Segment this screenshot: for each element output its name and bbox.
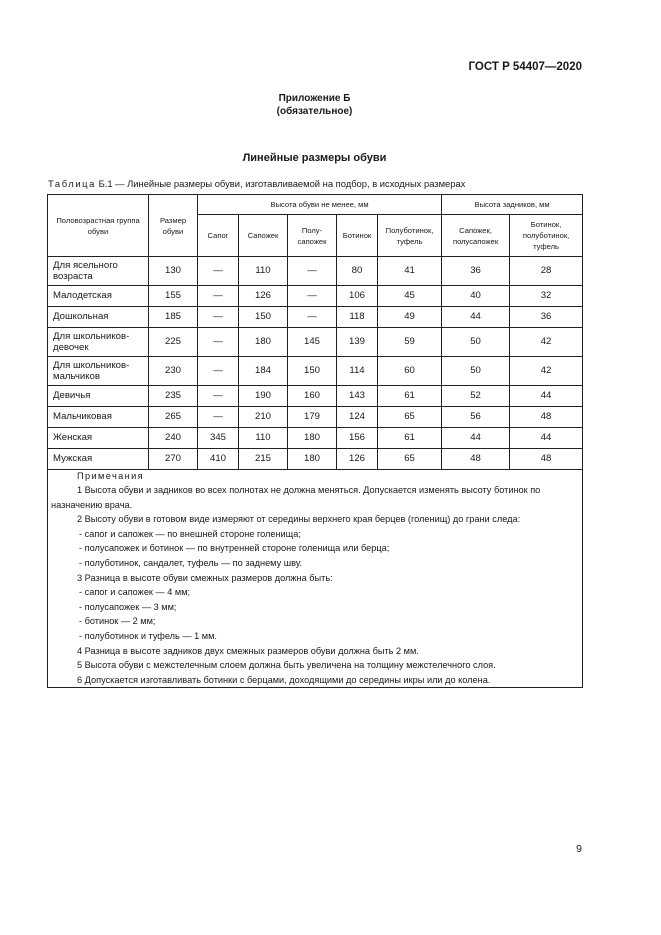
table-row bbox=[48, 357, 583, 386]
page-number: 9 bbox=[576, 843, 582, 855]
cell: 180 bbox=[239, 328, 288, 357]
cell: 40 bbox=[442, 286, 510, 307]
cell: — bbox=[198, 286, 239, 307]
cell: 345 bbox=[198, 428, 239, 449]
cell: 124 bbox=[337, 407, 378, 428]
cell: — bbox=[198, 307, 239, 328]
subheader-polubotinok: Полуботинок, туфель bbox=[378, 215, 442, 257]
cell: 225 bbox=[149, 328, 198, 357]
cell: 156 bbox=[337, 428, 378, 449]
note-item: - сапог и сапожек — по внешней стороне голенища; bbox=[79, 528, 301, 539]
subheader-botinok: Ботинок bbox=[337, 215, 378, 257]
cell: 145 bbox=[288, 328, 337, 357]
note-item: - полуботинок и туфель — 1 мм. bbox=[79, 630, 217, 641]
cell: 143 bbox=[337, 386, 378, 407]
cell: 56 bbox=[442, 407, 510, 428]
table-row bbox=[48, 307, 583, 328]
cell: 61 bbox=[378, 386, 442, 407]
cell-group: Мальчиковая bbox=[48, 407, 149, 428]
cell: 139 bbox=[337, 328, 378, 357]
header-group: Половозрастная группа обуви bbox=[48, 195, 149, 257]
cell: 49 bbox=[378, 307, 442, 328]
table-row bbox=[48, 449, 583, 470]
shoe-dimensions-table bbox=[47, 194, 583, 688]
note-item: 4 Разница в высоте задников двух смежных размеров обуви должна быть 2 мм. bbox=[77, 645, 419, 656]
header-size: Размер обуви bbox=[149, 195, 198, 257]
cell: 235 bbox=[149, 386, 198, 407]
cell: 59 bbox=[378, 328, 442, 357]
cell: 44 bbox=[442, 307, 510, 328]
table-caption bbox=[48, 178, 465, 189]
cell: 36 bbox=[510, 307, 583, 328]
cell: 44 bbox=[510, 428, 583, 449]
cell: 65 bbox=[378, 407, 442, 428]
cell: — bbox=[198, 357, 239, 386]
cell: 50 bbox=[442, 328, 510, 357]
cell: 36 bbox=[442, 257, 510, 286]
appendix-status: (обязательное) bbox=[276, 106, 353, 117]
cell: 44 bbox=[442, 428, 510, 449]
note-item: 2 Высоту обуви в готовом виде измеряют от середины верхнего края берцев (голенищ) до грани следа: bbox=[77, 514, 521, 525]
cell: 180 bbox=[288, 449, 337, 470]
cell: 41 bbox=[378, 257, 442, 286]
cell: 215 bbox=[239, 449, 288, 470]
cell: 210 bbox=[239, 407, 288, 428]
cell-group: Дошкольная bbox=[48, 307, 149, 328]
standard-designation: ГОСТ Р 54407—2020 bbox=[468, 61, 582, 73]
cell: 106 bbox=[337, 286, 378, 307]
note-item: - полуботинок, сандалет, туфель — по заднему шву. bbox=[79, 557, 303, 568]
cell-group: Женская bbox=[48, 428, 149, 449]
note-item: 1 Высота обуви и задников во всех полнотах не должна меняться. Допускается изменять высоту ботинок по назначению врача. bbox=[51, 485, 541, 510]
cell: 48 bbox=[510, 449, 583, 470]
cell: 265 bbox=[149, 407, 198, 428]
cell: 270 bbox=[149, 449, 198, 470]
cell: 42 bbox=[510, 328, 583, 357]
cell: 155 bbox=[149, 286, 198, 307]
table-row bbox=[48, 286, 583, 307]
cell: 240 bbox=[149, 428, 198, 449]
cell: 118 bbox=[337, 307, 378, 328]
section-title: Линейные размеры обуви bbox=[242, 152, 387, 164]
cell: 28 bbox=[510, 257, 583, 286]
cell: 48 bbox=[442, 449, 510, 470]
cell: 160 bbox=[288, 386, 337, 407]
table-row bbox=[48, 407, 583, 428]
cell: 230 bbox=[149, 357, 198, 386]
subheader-heel-botinok: Ботинок, полуботинок, туфель bbox=[510, 215, 583, 257]
cell: 179 bbox=[288, 407, 337, 428]
cell: 48 bbox=[510, 407, 583, 428]
notes-row bbox=[48, 470, 583, 688]
cell: 185 bbox=[149, 307, 198, 328]
note-item: - полусапожек и ботинок — по внутренней стороне голенища или берца; bbox=[79, 543, 390, 554]
cell: — bbox=[198, 407, 239, 428]
cell-group: Девичья bbox=[48, 386, 149, 407]
appendix-heading bbox=[0, 92, 629, 118]
cell: 114 bbox=[337, 357, 378, 386]
cell: 126 bbox=[239, 286, 288, 307]
cell: 184 bbox=[239, 357, 288, 386]
cell: — bbox=[288, 257, 337, 286]
cell-group: Малодетская bbox=[48, 286, 149, 307]
cell: — bbox=[198, 328, 239, 357]
subheader-heel-sapozhek: Сапожек, полусапожек bbox=[442, 215, 510, 257]
subheader-sapog: Сапог bbox=[198, 215, 239, 257]
note-item: 5 Высота обуви с межстелечным слоем должна быть увеличена на толщину межстелечного слоя. bbox=[77, 660, 496, 671]
cell: 61 bbox=[378, 428, 442, 449]
cell: 150 bbox=[288, 357, 337, 386]
cell: — bbox=[288, 286, 337, 307]
cell: 44 bbox=[510, 386, 583, 407]
cell: 180 bbox=[288, 428, 337, 449]
table-caption-label: Таблица bbox=[48, 178, 96, 189]
subheader-sapozhek: Сапожек bbox=[239, 215, 288, 257]
table-row bbox=[48, 386, 583, 407]
note-item: - сапог и сапожек — 4 мм; bbox=[79, 587, 191, 598]
cell: 42 bbox=[510, 357, 583, 386]
cell-group: Для школьников-мальчиков bbox=[48, 357, 149, 386]
table-row bbox=[48, 328, 583, 357]
cell: — bbox=[288, 307, 337, 328]
cell: 150 bbox=[239, 307, 288, 328]
table-caption-text: Б.1 — Линейные размеры обуви, изготавливаемой на подбор, в исходных размерах bbox=[95, 178, 466, 189]
note-item: - ботинок — 2 мм; bbox=[79, 616, 156, 627]
header-shoe-height: Высота обуви не менее, мм bbox=[198, 195, 442, 215]
table-row bbox=[48, 257, 583, 286]
cell: 60 bbox=[378, 357, 442, 386]
cell: — bbox=[198, 386, 239, 407]
cell-group: Для школьников-девочек bbox=[48, 328, 149, 357]
cell: 110 bbox=[239, 257, 288, 286]
cell: 50 bbox=[442, 357, 510, 386]
cell: 130 bbox=[149, 257, 198, 286]
cell: — bbox=[198, 257, 239, 286]
appendix-name: Приложение Б bbox=[278, 93, 351, 104]
cell-group: Для ясельного возраста bbox=[48, 257, 149, 286]
notes-cell bbox=[48, 470, 583, 688]
subheader-polusapozhek: Полу-сапожек bbox=[288, 215, 337, 257]
note-item: - полусапожек — 3 мм; bbox=[79, 601, 177, 612]
note-item: 3 Разница в высоте обуви смежных размеров должна быть: bbox=[77, 572, 333, 583]
cell: 65 bbox=[378, 449, 442, 470]
cell: 190 bbox=[239, 386, 288, 407]
cell: 80 bbox=[337, 257, 378, 286]
table-row bbox=[48, 428, 583, 449]
note-item: 6 Допускается изготавливать ботинки с берцами, доходящими до середины икры или до колена. bbox=[77, 674, 491, 685]
cell: 52 bbox=[442, 386, 510, 407]
cell: 32 bbox=[510, 286, 583, 307]
cell: 410 bbox=[198, 449, 239, 470]
cell: 110 bbox=[239, 428, 288, 449]
notes-heading: Примечания bbox=[77, 471, 145, 481]
cell-group: Мужская bbox=[48, 449, 149, 470]
cell: 45 bbox=[378, 286, 442, 307]
cell: 126 bbox=[337, 449, 378, 470]
header-heel-height: Высота задников, мм bbox=[442, 195, 583, 215]
